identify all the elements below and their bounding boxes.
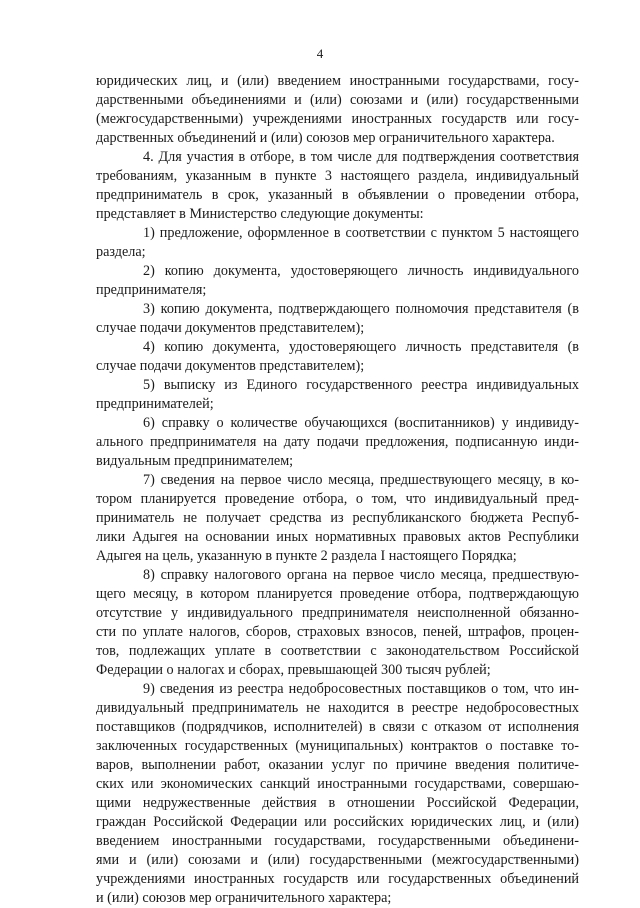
text-line: 7) сведения на первое число месяца, предшествующего месяцу, в ко- <box>143 472 579 488</box>
text-line: заключенных государственных (муниципальных) контрактов о поставке то- <box>96 738 579 754</box>
text-line: юридических лиц, и (или) введением иностранными государствами, госу- <box>96 73 579 89</box>
text-line: дарственными объединениями и (или) союзами и (или) государственными <box>96 92 579 108</box>
text-line: щего месяцу, в котором планируется проведение отбора, подтверждающую <box>96 586 579 602</box>
text-line: 4) копию документа, удостоверяющего личность представителя (в <box>143 339 579 355</box>
text-line: 3) копию документа, подтверждающего полномочия представителя (в <box>143 301 579 317</box>
text-line: ального предпринимателя на дату подачи предложения, подписанную инди- <box>96 434 579 450</box>
text-line: дивидуальный предприниматель не находится в реестре недобросовестных <box>96 700 579 716</box>
text-line: варов, выполнении работ, оказании услуг по причине введения политиче- <box>96 757 579 773</box>
text-line: 8) справку налогового органа на первое число месяца, предшествую- <box>143 567 579 583</box>
text-line: случае подачи документов представителем); <box>96 358 365 374</box>
text-line: введением иностранными государствами, государственными объединени- <box>96 833 579 849</box>
text-line: Адыгея на цель, указанную в пункте 2 раздела I настоящего Порядка; <box>96 548 517 564</box>
text-line: ями и (или) союзами и (или) государственными (межгосударственными) <box>96 852 579 868</box>
text-line: требованиям, указанным в пункте 3 настоящего раздела, индивидуальный <box>96 168 579 184</box>
text-line: дарственных объединений и (или) союзов мер ограничительного характера. <box>96 130 555 146</box>
text-line: предприниматель в срок, указанный в объявлении о проведении отбора, <box>96 187 579 203</box>
text-line: Федерации о налогах и сборах, превышающей 300 тысяч рублей; <box>96 662 491 678</box>
text-line: случае подачи документов представителем); <box>96 320 365 336</box>
text-line: видуальным предпринимателем; <box>96 453 294 469</box>
page-number: 4 <box>316 46 324 61</box>
text-line: предпринимателей; <box>96 396 214 412</box>
text-line: 2) копию документа, удостоверяющего личность индивидуального <box>143 263 579 279</box>
text-line: 5) выписку из Единого государственного реестра индивидуальных <box>143 377 579 393</box>
text-line: 1) предложение, оформленное в соответствии с пунктом 5 настоящего <box>143 225 579 241</box>
text-line: щими недружественные действия в отношении Российской Федерации, <box>96 795 579 811</box>
text-line: представляет в Министерство следующие документы: <box>96 206 424 222</box>
text-line: тором планируется проведение отбора, о том, что индивидуальный пред- <box>96 491 579 507</box>
text-line: предпринимателя; <box>96 282 207 298</box>
text-line: граждан Российской Федерации или российских юридических лиц, и (или) <box>96 814 579 830</box>
text-line: 9) сведения из реестра недобросовестных поставщиков о том, что ин- <box>143 681 579 697</box>
text-line: 6) справку о количестве обучающихся (воспитанников) у индивиду- <box>143 415 579 431</box>
text-line: тов, подлежащих уплате в соответствии с законодательством Российской <box>96 643 579 659</box>
document-body <box>96 72 579 908</box>
text-line: отсутствие у индивидуального предпринимателя неисполненной обязанно- <box>96 605 579 621</box>
text-line: поставщиков (подрядчиков, исполнителей) в связи с отказом от исполнения <box>96 719 579 735</box>
text-line: лики Адыгея на основании иных нормативных правовых актов Республики <box>96 529 579 545</box>
text-line: учреждениями иностранных государств или государственных объединений <box>96 871 579 887</box>
text-line: раздела; <box>96 244 146 260</box>
text-line: 4. Для участия в отборе, в том числе для подтверждения соответствия <box>143 149 579 165</box>
text-line: (межгосударственными) учреждениями иностранных государств или госу- <box>96 111 579 127</box>
text-line: и (или) союзов мер ограничительного характера; <box>96 890 392 906</box>
text-line: приниматель не получает средства из республиканского бюджета Респуб- <box>96 510 579 526</box>
text-line: сти по уплате налогов, сборов, страховых взносов, пеней, штрафов, процен- <box>96 624 579 640</box>
text-line: ских или экономических санкций иностранными государствами, совершаю- <box>96 776 579 792</box>
